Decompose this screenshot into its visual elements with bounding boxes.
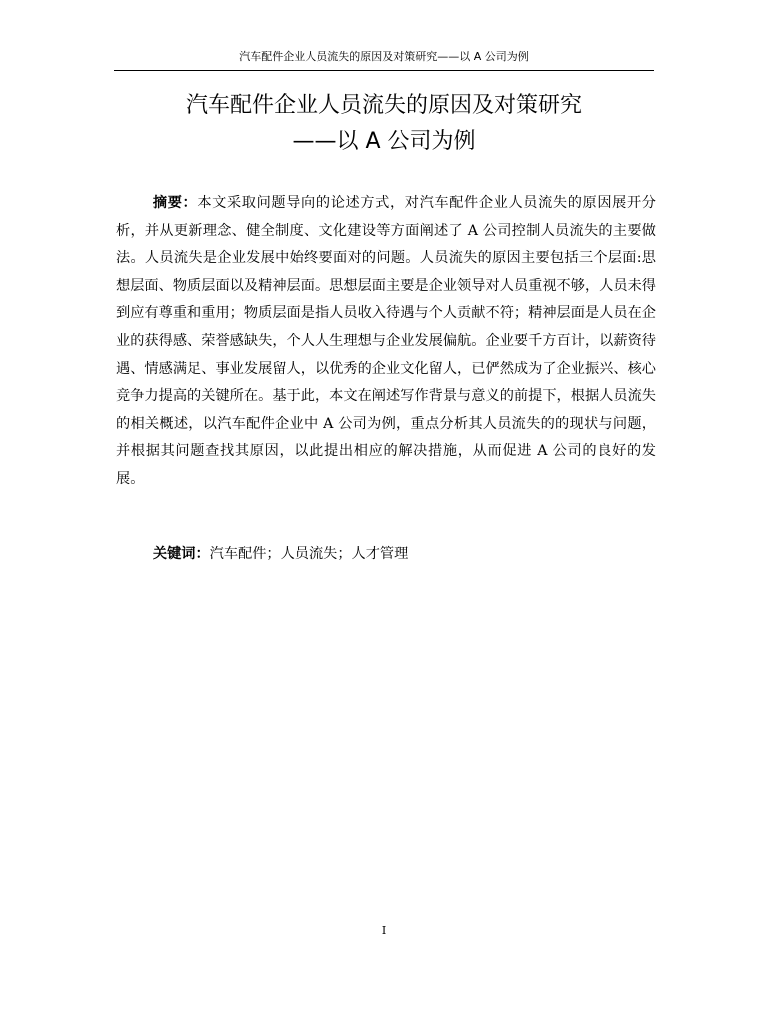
page-number: I bbox=[381, 924, 387, 937]
keywords-text: 汽车配件；人员流失；人才管理 bbox=[209, 546, 409, 562]
keywords-paragraph bbox=[116, 540, 656, 568]
paper-title-line2: ——以 A 公司为例 bbox=[292, 129, 476, 154]
paper-title-line1: 汽车配件企业人员流失的原因及对策研究 bbox=[185, 93, 582, 118]
abstract-label: 摘要： bbox=[152, 195, 198, 211]
paper-title bbox=[0, 88, 768, 160]
keywords-label: 关键词： bbox=[152, 546, 210, 562]
abstract-paragraph bbox=[116, 190, 656, 494]
header-rule bbox=[114, 70, 654, 71]
running-header: 汽车配件企业人员流失的原因及对策研究——以 A 公司为例 bbox=[239, 50, 529, 63]
abstract-text: 本文采取问题导向的论述方式，对汽车配件企业人员流失的原因展开分析，并从更新理念、健全制度、文化建设等方面阐述了 A 公司控制人员流失的主要做法。人员流失是企业发展中始终要面对的问题。人员流失的原因主要包括三个层面:思想层面、物质层面以及精神层面。思想层面主要是企业领导对人员重视不够，人员未得到应有尊重和重用；物质层面是指人员收入待遇与个人贡献不符；精神层面是人员在企业的获得感、荣誉感缺失，个人人生理想与企业发展偏航。企业要千方百计，以薪资待遇、情感满足、事业发展留人，以优秀的企业文化留人，已俨然成为了企业振兴、核心竞争力提高的关键所在。基于此，本文在阐述写作背景与意义的前提下，根据人员流失的相关概述，以汽车配件企业中 A 公司为例，重点分析其人员流失的的现状与问题，并根据其问题查找其原因，以此提出相应的解决措施，从而促进 A 公司的良好的发展。 bbox=[116, 195, 656, 487]
